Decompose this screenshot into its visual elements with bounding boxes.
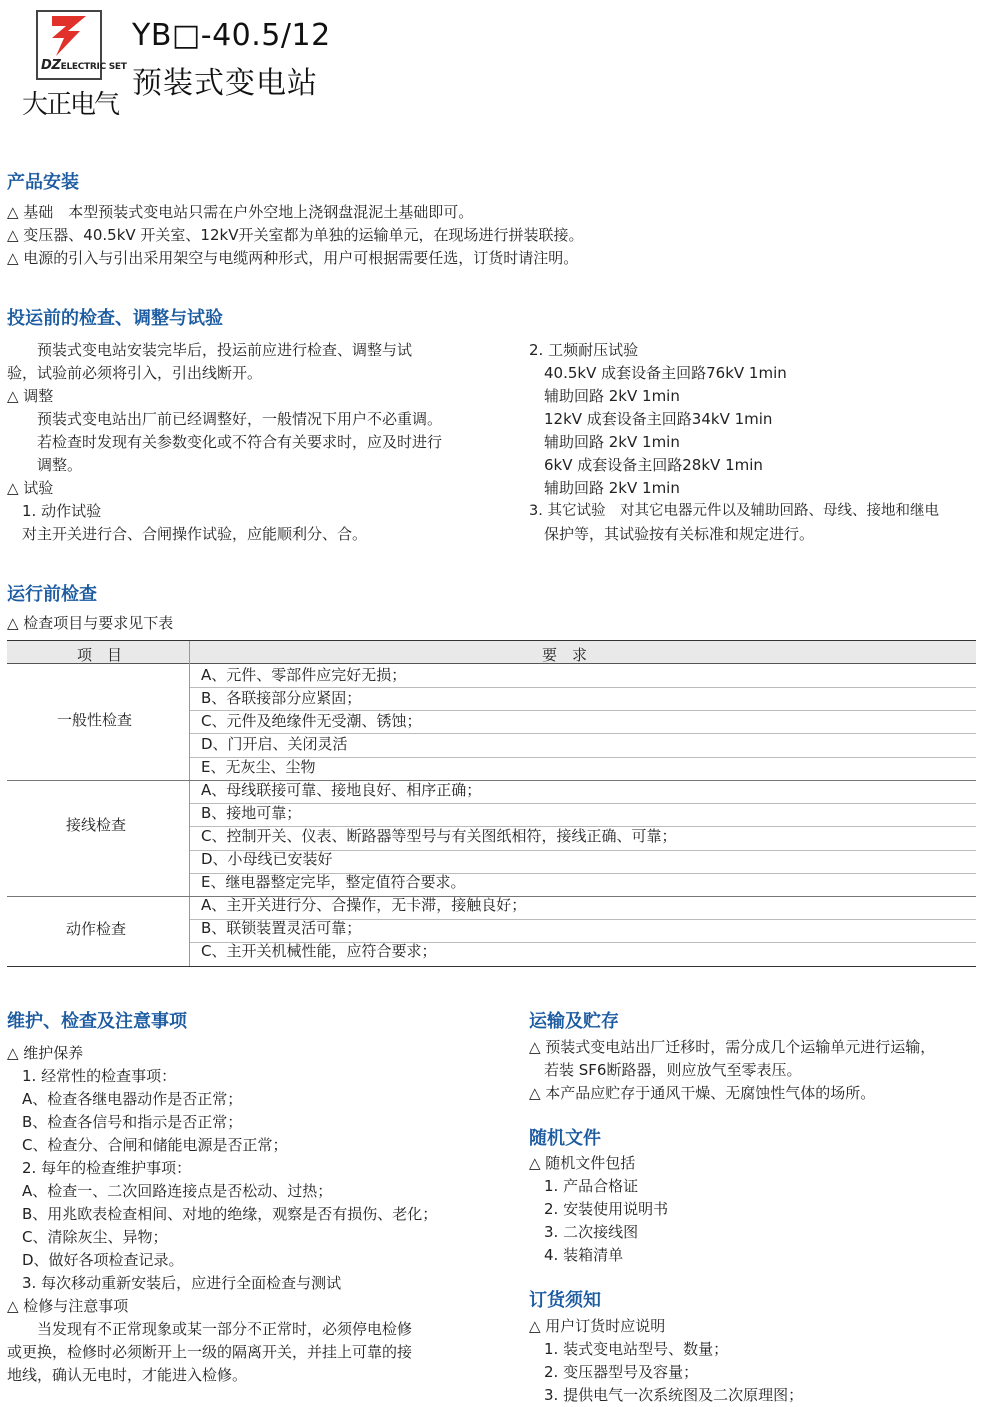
transport-line: △ 预装式变电站出厂迁移时，需分成几个运输单元进行运输，: [529, 1038, 936, 1056]
install-line: △ 变压器、40.5kV 开关室、12kV开关室都为单独的运输单元，在现场进行拼装联接。: [7, 226, 584, 244]
precheck-line: 辅助回路 2kV 1min: [529, 479, 680, 497]
table-requirements: [201, 664, 676, 963]
table-header-requirement: 要 求: [542, 646, 588, 664]
transport-section: [529, 1036, 935, 1105]
precheck-line: 1. 动作试验: [7, 502, 102, 520]
docs-line: 2. 安装使用说明书: [529, 1200, 669, 1218]
precheck-left-column: [7, 339, 442, 546]
table-row: D、门开启、关闭灵活: [201, 735, 348, 753]
order-heading: 订货须知: [529, 1290, 601, 1311]
precheck-line: 若检查时发现有关参数变化或不符合有关要求时，应及时进行: [7, 433, 443, 451]
page-title: 预装式变电站: [132, 66, 318, 101]
transport-line: △ 本产品应贮存于通风干燥、无腐蚀性气体的场所。: [529, 1084, 876, 1102]
maintain-line: △ 检修与注意事项: [7, 1297, 129, 1315]
docs-section: [529, 1152, 668, 1267]
table-category: 一般性检查: [57, 711, 133, 729]
table-row: E、无灰尘、尘物: [201, 758, 316, 776]
order-line: 1. 装式变电站型号、数量；: [529, 1340, 729, 1358]
maintain-line: △ 维护保养: [7, 1044, 84, 1062]
precheck-line: 调整。: [7, 456, 83, 474]
order-line: △ 用户订货时应说明: [529, 1317, 666, 1335]
maintain-line: A、检查一、二次回路连接点是否松动、过热；: [7, 1182, 333, 1200]
maintain-line: A、检查各继电器动作是否正常；: [7, 1090, 243, 1108]
precheck-line: 3. 其它试验 对其它电器元件以及辅助回路、母线、接地和继电: [529, 503, 939, 519]
precheck-line: 验，试验前必须将引入，引出线断开。: [7, 364, 263, 382]
maintain-line: 1. 经常性的检查事项：: [7, 1067, 177, 1085]
precheck-line: 辅助回路 2kV 1min: [529, 433, 680, 451]
install-heading: 产品安装: [7, 172, 79, 193]
precheck-right-column: [529, 339, 939, 546]
table-row: C、主开关机械性能，应符合要求；: [201, 942, 437, 960]
maintain-line: B、用兆欧表检查相间、对地的绝缘，观察是否有损伤、老化；: [7, 1205, 438, 1223]
table-row: E、继电器整定完毕，整定值符合要求。: [201, 873, 466, 891]
table-row: C、控制开关、仪表、断路器等型号与有关图纸相符，接线正确、可靠；: [201, 827, 677, 845]
precheck-line: 2. 工频耐压试验: [529, 341, 639, 359]
maintain-line: 2. 每年的检查维护事项：: [7, 1159, 192, 1177]
maintain-line: C、检查分、合闸和储能电源是否正常；: [7, 1136, 288, 1154]
maintain-section: [7, 1042, 437, 1387]
table-header-item: 项 目: [77, 646, 123, 664]
precheck-line: 保护等，其试验按有关标准和规定进行。: [529, 525, 815, 543]
precheck-line: 辅助回路 2kV 1min: [529, 387, 680, 405]
transport-line: 若装 SF6断路器，则应放气至零表压。: [529, 1061, 802, 1079]
maintain-line: D、做好各项检查记录。: [7, 1251, 184, 1269]
docs-line: △ 随机文件包括: [529, 1154, 636, 1172]
docs-line: 3. 二次接线图: [529, 1223, 639, 1241]
runcheck-intro: △ 检查项目与要求见下表: [7, 614, 174, 632]
table-row: D、小母线已安装好: [201, 850, 333, 868]
precheck-line: △ 试验: [7, 479, 54, 497]
install-line: △ 电源的引入与引出采用架空与电缆两种形式，用户可根据需要任选，订货时请注明。: [7, 249, 579, 267]
table-bottom-rule: [7, 966, 976, 967]
logo-text-en: DZELECTRIC SET: [41, 58, 127, 73]
maintain-heading: 维护、检查及注意事项: [7, 1011, 187, 1032]
table-row: A、母线联接可靠、接地良好、相序正确；: [201, 781, 482, 799]
precheck-line: 12kV 成套设备主回路34kV 1min: [529, 410, 773, 428]
precheck-heading: 投运前的检查、调整与试验: [7, 308, 223, 329]
install-section: [7, 201, 583, 270]
maintain-line: 或更换，检修时必须断开上一级的隔离开关，并挂上可靠的接: [7, 1343, 413, 1361]
docs-line: 1. 产品合格证: [529, 1177, 639, 1195]
runcheck-heading: 运行前检查: [7, 584, 97, 605]
transport-heading: 运输及贮存: [529, 1011, 619, 1032]
maintain-line: 3. 每次移动重新安装后，应进行全面检查与测试: [7, 1274, 342, 1292]
precheck-line: 预装式变电站出厂前已经调整好，一般情况下用户不必重调。: [7, 410, 443, 428]
precheck-line: 预装式变电站安装完毕后，投运前应进行检查、调整与试: [7, 341, 413, 359]
install-line: △ 基础 本型预装式变电站只需在户外空地上浇钢盘混泥土基础即可。: [7, 203, 474, 221]
table-row: B、联锁装置灵活可靠；: [201, 919, 362, 937]
precheck-line: △ 调整: [7, 387, 54, 405]
maintain-line: 当发现有不正常现象或某一部分不正常时，必须停电检修: [7, 1320, 413, 1338]
model-number: YB□-40.5/12: [132, 18, 331, 53]
order-section: [529, 1315, 803, 1407]
logo-text-cn: 大正电气: [22, 90, 119, 120]
order-line: 2. 变压器型号及容量；: [529, 1363, 699, 1381]
maintain-line: 地线，确认无电时，才能进入检修。: [7, 1366, 248, 1384]
table-row: A、元件、零部件应完好无损；: [201, 666, 407, 684]
table-header: [7, 641, 976, 664]
docs-line: 4. 装箱清单: [529, 1246, 624, 1264]
table-row: B、各联接部分应紧固；: [201, 689, 362, 707]
precheck-line: 对主开关进行合、合闸操作试验，应能顺利分、合。: [7, 525, 368, 543]
table-row: C、元件及绝缘件无受潮、锈蚀；: [201, 712, 422, 730]
maintain-line: B、检查各信号和指示是否正常；: [7, 1113, 243, 1131]
table-category: 动作检查: [66, 920, 127, 938]
docs-heading: 随机文件: [529, 1128, 601, 1149]
precheck-line: 40.5kV 成套设备主回路76kV 1min: [529, 364, 787, 382]
company-logo: [36, 10, 127, 80]
table-row: A、主开关进行分、合操作，无卡滞，接触良好；: [201, 896, 527, 914]
order-line: 3. 提供电气一次系统图及二次原理图；: [529, 1386, 804, 1404]
maintain-line: C、清除灰尘、异物；: [7, 1228, 168, 1246]
precheck-line: 6kV 成套设备主回路28kV 1min: [529, 456, 763, 474]
lightning-bolt-icon: [46, 14, 90, 58]
table-category: 接线检查: [66, 816, 127, 834]
table-row: B、接地可靠；: [201, 804, 302, 822]
